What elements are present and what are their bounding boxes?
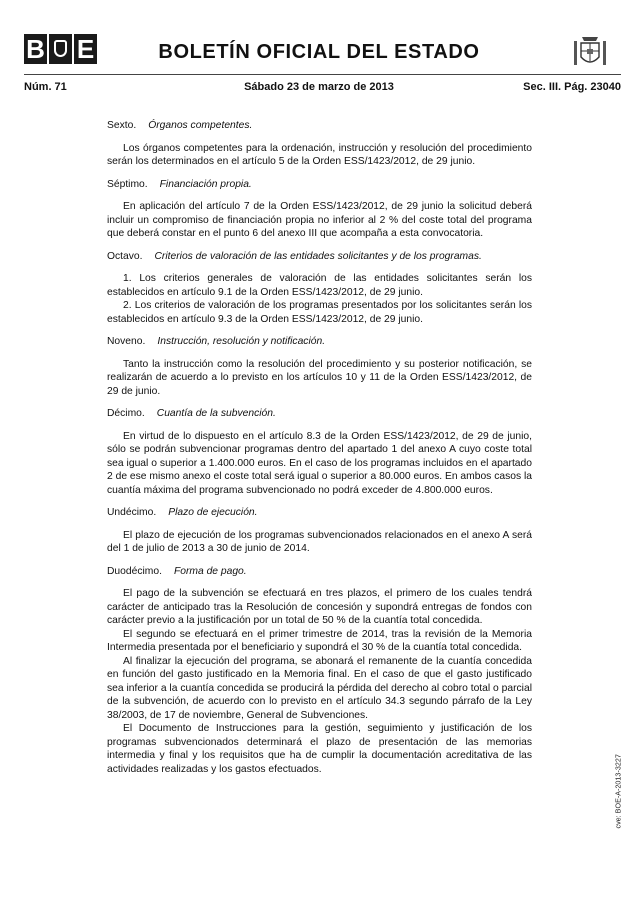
section-title: Órganos competentes.: [148, 120, 253, 131]
section-heading: [107, 178, 532, 192]
section-heading: [107, 119, 532, 133]
paragraph: Al finalizar la ejecución del programa, se abonará el remanente de la cuantía concedida en función del gasto justificado en la Memoria final. En el caso de que el gasto justificado sea inferior a la cuantía concedida se producirá la pérdida del derecho al cobro total o parcial de la subvención, de acuerdo con lo previsto en el artículo 34.3 segundo párrafo de la Ley 38/2003, de 17 de noviembre, General de Subvenciones.: [107, 655, 532, 721]
paragraph: El plazo de ejecución de los programas subvencionados relacionados en el anexo A será del 1 de julio de 2013 a 30 de junio de 2014.: [107, 529, 532, 554]
section-label: Décimo.: [107, 408, 145, 419]
issue-date: Sábado 23 de marzo de 2013: [244, 81, 394, 93]
gazette-title: BOLETÍN OFICIAL DEL ESTADO: [158, 41, 480, 63]
paragraph: El segundo se efectuará en el primer trimestre de 2014, tras la revisión de la Memoria Intermedia presentada por el beneficiario y supondrá el 30 % de la cuantía total concedida.: [107, 628, 532, 653]
cve-text: cve: BOE-A-2013-3227: [613, 754, 623, 829]
section-heading: [107, 407, 532, 421]
section-noveno: [107, 335, 532, 398]
issue-number: Núm. 71: [24, 81, 67, 93]
section-heading: [107, 506, 532, 520]
section-title: Cuantía de la subvención.: [156, 408, 276, 419]
paragraph: 2. Los criterios de valoración de los programas presentados por los solicitantes serán los establecidos en artículo 9.3 de la Orden ESS/1423/2012, de 29 junio.: [107, 300, 532, 325]
section-undecimo: [107, 506, 532, 556]
section-label: Noveno.: [107, 336, 146, 347]
coat-of-arms-icon: [573, 33, 607, 71]
paragraph: Tanto la instrucción como la resolución del procedimiento y su posterior notificación, se realizarán de acuerdo a lo previsto en los artículos 10 y 11 de la Orden ESS/1423/2012, de 29 de junio.: [107, 358, 532, 397]
section-heading: [107, 250, 532, 264]
cve-identifier: [612, 730, 624, 830]
section-label: Duodécimo.: [107, 565, 162, 577]
document-body: [107, 119, 532, 785]
section-title: Plazo de ejecución.: [168, 507, 258, 518]
section-label: Séptimo.: [107, 178, 148, 190]
paragraph: 1. Los criterios generales de valoración de las entidades solicitantes serán los establecidos en artículo 9.1 de la Orden ESS/1423/2012, de 29 junio.: [107, 273, 532, 298]
paragraph: En aplicación del artículo 7 de la Orden ESS/1423/2012, de 29 junio la solicitud deberá incluir un compromiso de financiación propia no inferior al 2 % del coste total del programa que deberá constar en el punto 6 del anexo III que acompaña a esta convocatoria.: [107, 201, 532, 239]
section-heading: [107, 565, 532, 579]
header-rule: [24, 74, 621, 75]
paragraph: El pago de la subvención se efectuará en tres plazos, el primero de los cuales tendrá carácter de anticipado tras la Resolución de concesión y supondrá entregas de fondos con carácter previo a la justificación por un total de 50 % de la cuantía total concedida.: [107, 588, 532, 626]
section-title: Criterios de valoración de las entidades solicitantes y de los programas.: [154, 250, 482, 262]
section-heading: [107, 335, 532, 349]
section-label: Undécimo.: [107, 507, 157, 518]
section-title: Financiación propia.: [159, 178, 252, 190]
section-label: Octavo.: [107, 250, 143, 262]
section-title: Forma de pago.: [173, 565, 247, 577]
section-decimo: [107, 407, 532, 497]
section-duodecimo: [107, 565, 532, 777]
paragraph: El Documento de Instrucciones para la gestión, seguimiento y justificación de los programas subvencionados determinará el plazo de presentación de las memorias intermedia y final y los requisitos que ha de cumplir la documentación acreditativa de las actividades realizadas y los gastos efectuados.: [107, 723, 532, 775]
section-label: Sexto.: [107, 120, 137, 131]
section-octavo: [107, 250, 532, 327]
boe-logo-letter: B: [24, 34, 47, 64]
section-page: Sec. III. Pág. 23040: [523, 81, 621, 93]
paragraph: En virtud de lo dispuesto en el artículo 8.3 de la Orden ESS/1423/2012, de 29 de junio, sólo se podrán subvencionar programas dentro del apartado 1 del anexo A cuyo coste total sea igual o superior a 1.400.000 euros. En el caso de los programas incluidos en el apartado 2 de ese mismo anexo el coste total será igual o superior a 80.000 euros. En ambos casos la cuantía máxima del programa subvencionado no podrá exceder de 4.800.000 euros.: [107, 430, 532, 496]
section-septimo: [107, 178, 532, 241]
boe-logo-letter: E: [74, 34, 97, 64]
section-title: Instrucción, resolución y notificación.: [157, 336, 326, 347]
section-sexto: [107, 119, 532, 169]
paragraph: Los órganos competentes para la ordenación, instrucción y resolución del procedimiento serán los determinados en el artículo 5 de la Orden ESS/1423/2012, de 29 junio.: [107, 142, 532, 167]
